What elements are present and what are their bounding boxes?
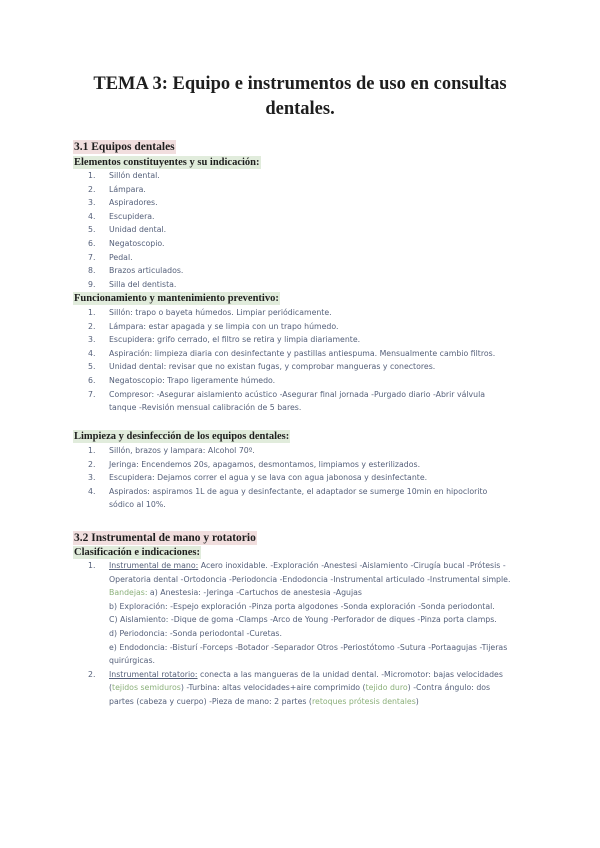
list-elementos [73,169,513,291]
list-item [73,374,513,388]
list-item [73,333,513,347]
rotatorio-note-duro: tejido duro [365,683,408,693]
list-item [73,251,513,265]
list-number: 9. [88,279,96,289]
title-line-1: TEMA 3: Equipo e instrumentos de uso en consultas [93,74,507,94]
list-text: Negatoscopio. [109,238,165,248]
rotatorio-text-1: conecta a las mangueras de la unidad dental. -Micromotor: bajas velocidades ( [109,669,503,693]
list-item [73,471,513,485]
list-text: Sillón, brazos y lampara: Alcohol 70º. [109,446,255,455]
rotatorio-note-protesis: retoques prótesis dentales [311,696,416,706]
list-number: 6. [88,238,96,248]
bandejas-text: a) Anestesia: -Jeringa -Cartuchos de anestesia -Agujas [147,588,362,598]
list-text: Aspirados: aspiramos 1L de agua y desinfectante, el adaptador se sumerge 10min en hipoclorito sódico al 10%. [109,486,488,510]
instrumental-mano-label: Instrumental de mano: [109,561,199,570]
list-text: Silla del dentista. [109,279,177,289]
list-text: Brazos articulados. [109,266,184,276]
list-number: 5. [88,225,96,235]
list-item [73,485,513,512]
list-item [73,196,513,210]
list-item [73,169,513,183]
list-text: Escupidera: grifo cerrado, el filtro se retira y limpia diariamente. [109,335,361,345]
document-title [60,72,540,122]
bandejas-paragraph [109,586,513,600]
list-item [73,388,513,415]
list-text: Escupidera. [109,211,155,221]
list-item [73,264,513,278]
rotatorio-note-semiduros: tejidos semiduros [112,683,181,693]
list-item [73,278,513,292]
aislamiento-paragraph: C) Aislamiento: -Dique de goma -Clamps -Arco de Young -Perforador de diques -Pinza porta clamps. [109,615,497,625]
list-item-instrumental-mano [73,559,513,668]
list-text: Escupidera: Dejamos correr el agua y se lava con agua jabonosa y desinfectante. [109,473,428,483]
list-number: 2. [88,184,96,194]
list-number: 2. [88,459,96,469]
list-item [73,210,513,224]
list-item [73,347,513,361]
list-number: 7. [88,252,96,262]
list-number: 3. [88,198,96,208]
list-item [73,237,513,251]
list-text: Aspiración: limpieza diaria con desinfectante y pastillas antiespuma. Mensualmente cambio filtros. [109,348,496,358]
list-number: 6. [88,375,96,385]
periodoncia-paragraph: d) Periodoncia: -Sonda periodontal -Curetas. [109,628,282,638]
list-text: Jeringa: Encendemos 20s, apagamos, desmontamos, limpiamos y esterilizados. [109,459,421,469]
list-text: Unidad dental: revisar que no existan fugas, y comprobar mangueras y conectores. [109,362,436,372]
list-item [73,183,513,197]
list-number: 1. [88,561,96,570]
list-number: 4. [88,211,96,221]
list-text: Sillón: trapo o bayeta húmedos. Limpiar periódicamente. [109,308,332,317]
subheading-funcionamiento: Funcionamiento y mantenimiento preventivo: [74,293,279,304]
list-number: 7. [88,389,96,399]
subheading-elementos: Elementos constituyentes y su indicación: [74,157,260,168]
subheading-limpieza: Limpieza y desinfección de los equipos dentales: [74,431,290,442]
list-text: Lámpara: estar apagada y se limpia con un trapo húmedo. [109,321,339,331]
subheading-clasificacion: Clasificación e indicaciones: [74,547,200,558]
title-line-2: dentales. [265,99,335,119]
section-heading-instrumental: 3.2 Instrumental de mano y rotatorio [74,532,256,544]
list-text: Negatoscopio: Trapo ligeramente húmedo. [109,375,276,385]
list-funcionamiento [73,306,513,415]
list-limpieza [73,444,513,512]
list-item [73,223,513,237]
instrumental-rotatorio-paragraph [109,668,513,709]
list-item [73,458,513,472]
section-heading-equipos: 3.1 Equipos dentales [74,141,175,153]
rotatorio-text-3: ) -Contra ángulo: dos partes (cabeza y cuerpo) -Pieza de mano: 2 partes ( [109,683,491,706]
list-number: 5. [88,362,96,372]
list-text: Pedal. [109,252,133,262]
list-number: 1. [88,171,96,180]
list-text: Sillón dental. [109,171,160,180]
instrumental-rotatorio-label: Instrumental rotatorio: [109,669,198,679]
list-item [73,320,513,334]
list-item [73,306,513,320]
list-text: Lámpara. [109,184,146,194]
exploracion-paragraph: b) Exploración: -Espejo exploración -Pinza porta algodones -Sonda exploración -Sonda periodontal. [109,601,495,611]
list-text: Compresor: -Asegurar aislamiento acústico -Asegurar final jornada -Purgado diario -Abrir válvula tanque -Revisión mensual calibración de 5 bares. [109,389,486,413]
bandejas-label: Bandejas: [109,588,148,598]
list-clasificacion [73,559,513,709]
list-number: 2. [88,321,96,331]
list-number: 1. [88,446,96,455]
rotatorio-text-4: ) [415,696,419,706]
instrumental-mano-paragraph [109,559,513,586]
endodoncia-paragraph: e) Endodoncia: -Bisturí -Forceps -Botador -Separador Otros -Periostótomo -Sutura -Portaagujas -Tijeras quirúrgicas. [109,642,508,666]
rotatorio-text-2: ) -Turbina: altas velocidades+aire comprimido ( [180,683,366,693]
list-number: 4. [88,348,96,358]
list-item [73,444,513,458]
list-number: 2. [88,669,96,679]
list-item [73,360,513,374]
list-number: 3. [88,473,96,483]
list-number: 3. [88,335,96,345]
list-text: Aspiradores. [109,198,158,208]
list-number: 4. [88,486,96,496]
list-number: 8. [88,266,96,276]
list-number: 1. [88,308,96,317]
instrumental-mano-text: Acero inoxidable. -Exploración -Anestesi -Aislamiento -Cirugía bucal -Prótesis -Operatoria dental -Ortodoncia -Periodoncia -Endodoncia -Instrumental articulado -Instrumental simple. [109,561,511,584]
list-text: Unidad dental. [109,225,167,235]
list-item-instrumental-rotatorio [73,668,513,709]
